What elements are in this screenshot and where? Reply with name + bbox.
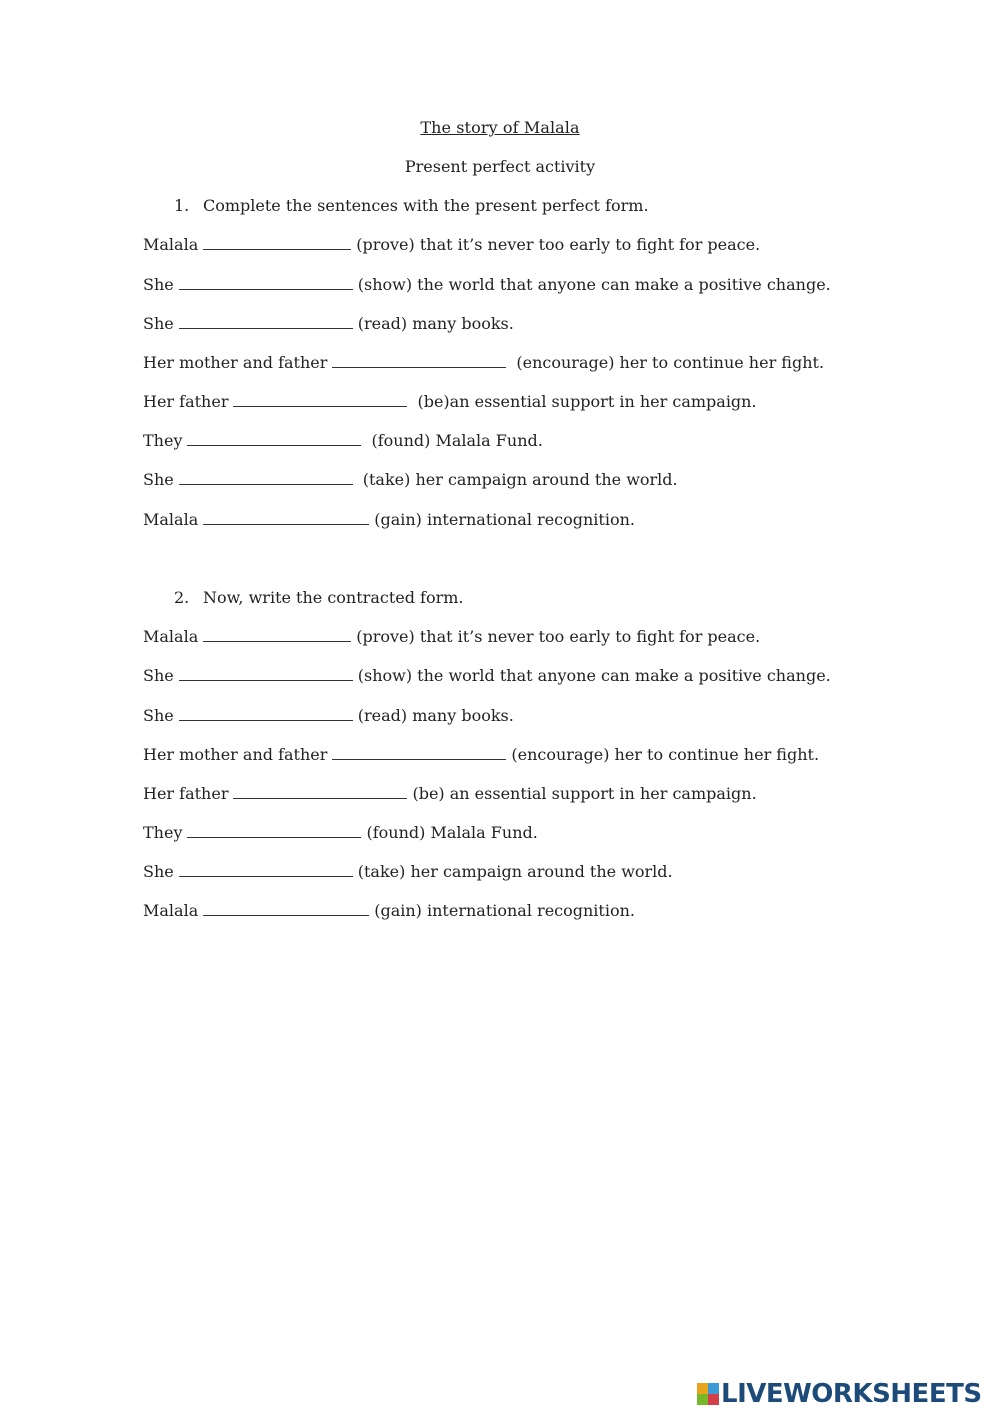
answer-blank[interactable] (179, 666, 353, 681)
s2-sentence-1 (143, 627, 760, 646)
sentence-subject: She (143, 275, 174, 294)
answer-blank[interactable] (179, 314, 353, 329)
s2-sentence-4 (143, 745, 819, 764)
sentence-rest: (take) her campaign around the world. (357, 862, 673, 881)
sentence-subject: They (143, 431, 183, 450)
sentence-subject: She (143, 470, 174, 489)
s1-sentence-1 (143, 235, 760, 254)
answer-blank[interactable] (179, 275, 353, 290)
s1-sentence-7 (143, 470, 678, 489)
sentence-rest: (prove) that it’s never too early to fight for peace. (356, 627, 761, 646)
sentence-rest: (found) Malala Fund. (366, 823, 538, 842)
sentence-subject: Her mother and father (143, 745, 328, 764)
answer-blank[interactable] (203, 901, 369, 916)
section2-instruction (174, 588, 464, 607)
sentence-subject: Malala (143, 901, 199, 920)
s1-sentence-2 (143, 275, 831, 294)
worksheet-subtitle: Present perfect activity (404, 157, 596, 176)
s2-sentence-8 (143, 901, 635, 920)
sentence-subject: Her father (143, 784, 229, 803)
logo-text: LIVEWORKSHEETS (721, 1379, 982, 1409)
sentence-subject: Malala (143, 627, 199, 646)
answer-blank[interactable] (179, 706, 353, 721)
liveworksheets-logo (697, 1379, 982, 1409)
answer-blank[interactable] (233, 392, 407, 407)
section1-instruction-text: Complete the sentences with the present perfect form. (203, 196, 649, 215)
sentence-rest: (gain) international recognition. (374, 510, 635, 529)
worksheet-title: The story of Malala (420, 118, 580, 137)
sentence-rest: (prove) that it’s never too early to fight for peace. (356, 235, 761, 254)
answer-blank[interactable] (203, 510, 369, 525)
sentence-rest: (gain) international recognition. (374, 901, 635, 920)
sentence-rest: (be) an essential support in her campaign. (412, 784, 757, 803)
s2-sentence-7 (143, 862, 673, 881)
sentence-rest: (be)an essential support in her campaign. (417, 392, 757, 411)
answer-blank[interactable] (332, 745, 506, 760)
sentence-subject: They (143, 823, 183, 842)
answer-blank[interactable] (332, 353, 506, 368)
s2-sentence-3 (143, 706, 514, 725)
sentence-rest: (read) many books. (357, 314, 514, 333)
s2-sentence-6 (143, 823, 538, 842)
sentence-rest: (show) the world that anyone can make a positive change. (357, 275, 831, 294)
sentence-subject: Malala (143, 235, 199, 254)
sentence-rest: (found) Malala Fund. (371, 431, 543, 450)
sentence-subject: She (143, 314, 174, 333)
sentence-rest: (read) many books. (357, 706, 514, 725)
sentence-subject: She (143, 706, 174, 725)
answer-blank[interactable] (203, 627, 351, 642)
s1-sentence-6 (143, 431, 543, 450)
answer-blank[interactable] (179, 470, 353, 485)
s2-sentence-5 (143, 784, 757, 803)
section2-instruction-text: Now, write the contracted form. (203, 588, 464, 607)
sentence-subject: Malala (143, 510, 199, 529)
answer-blank[interactable] (187, 823, 361, 838)
answer-blank[interactable] (187, 431, 361, 446)
sentence-subject: She (143, 862, 174, 881)
sentence-rest: (take) her campaign around the world. (362, 470, 678, 489)
sentence-subject: Her father (143, 392, 229, 411)
answer-blank[interactable] (179, 862, 353, 877)
answer-blank[interactable] (203, 235, 351, 250)
sentence-rest: (encourage) her to continue her fight. (516, 353, 825, 372)
liveworksheets-logo-icon (697, 1383, 719, 1405)
section1-instruction (174, 196, 649, 215)
answer-blank[interactable] (233, 784, 407, 799)
section1-number: 1. (174, 196, 190, 215)
sentence-subject: She (143, 666, 174, 685)
s1-sentence-5 (143, 392, 757, 411)
s2-sentence-2 (143, 666, 831, 685)
sentence-rest: (encourage) her to continue her fight. (511, 745, 820, 764)
s1-sentence-8 (143, 510, 635, 529)
s1-sentence-4 (143, 353, 824, 372)
s1-sentence-3 (143, 314, 514, 333)
section2-number: 2. (174, 588, 190, 607)
sentence-rest: (show) the world that anyone can make a positive change. (357, 666, 831, 685)
sentence-subject: Her mother and father (143, 353, 328, 372)
